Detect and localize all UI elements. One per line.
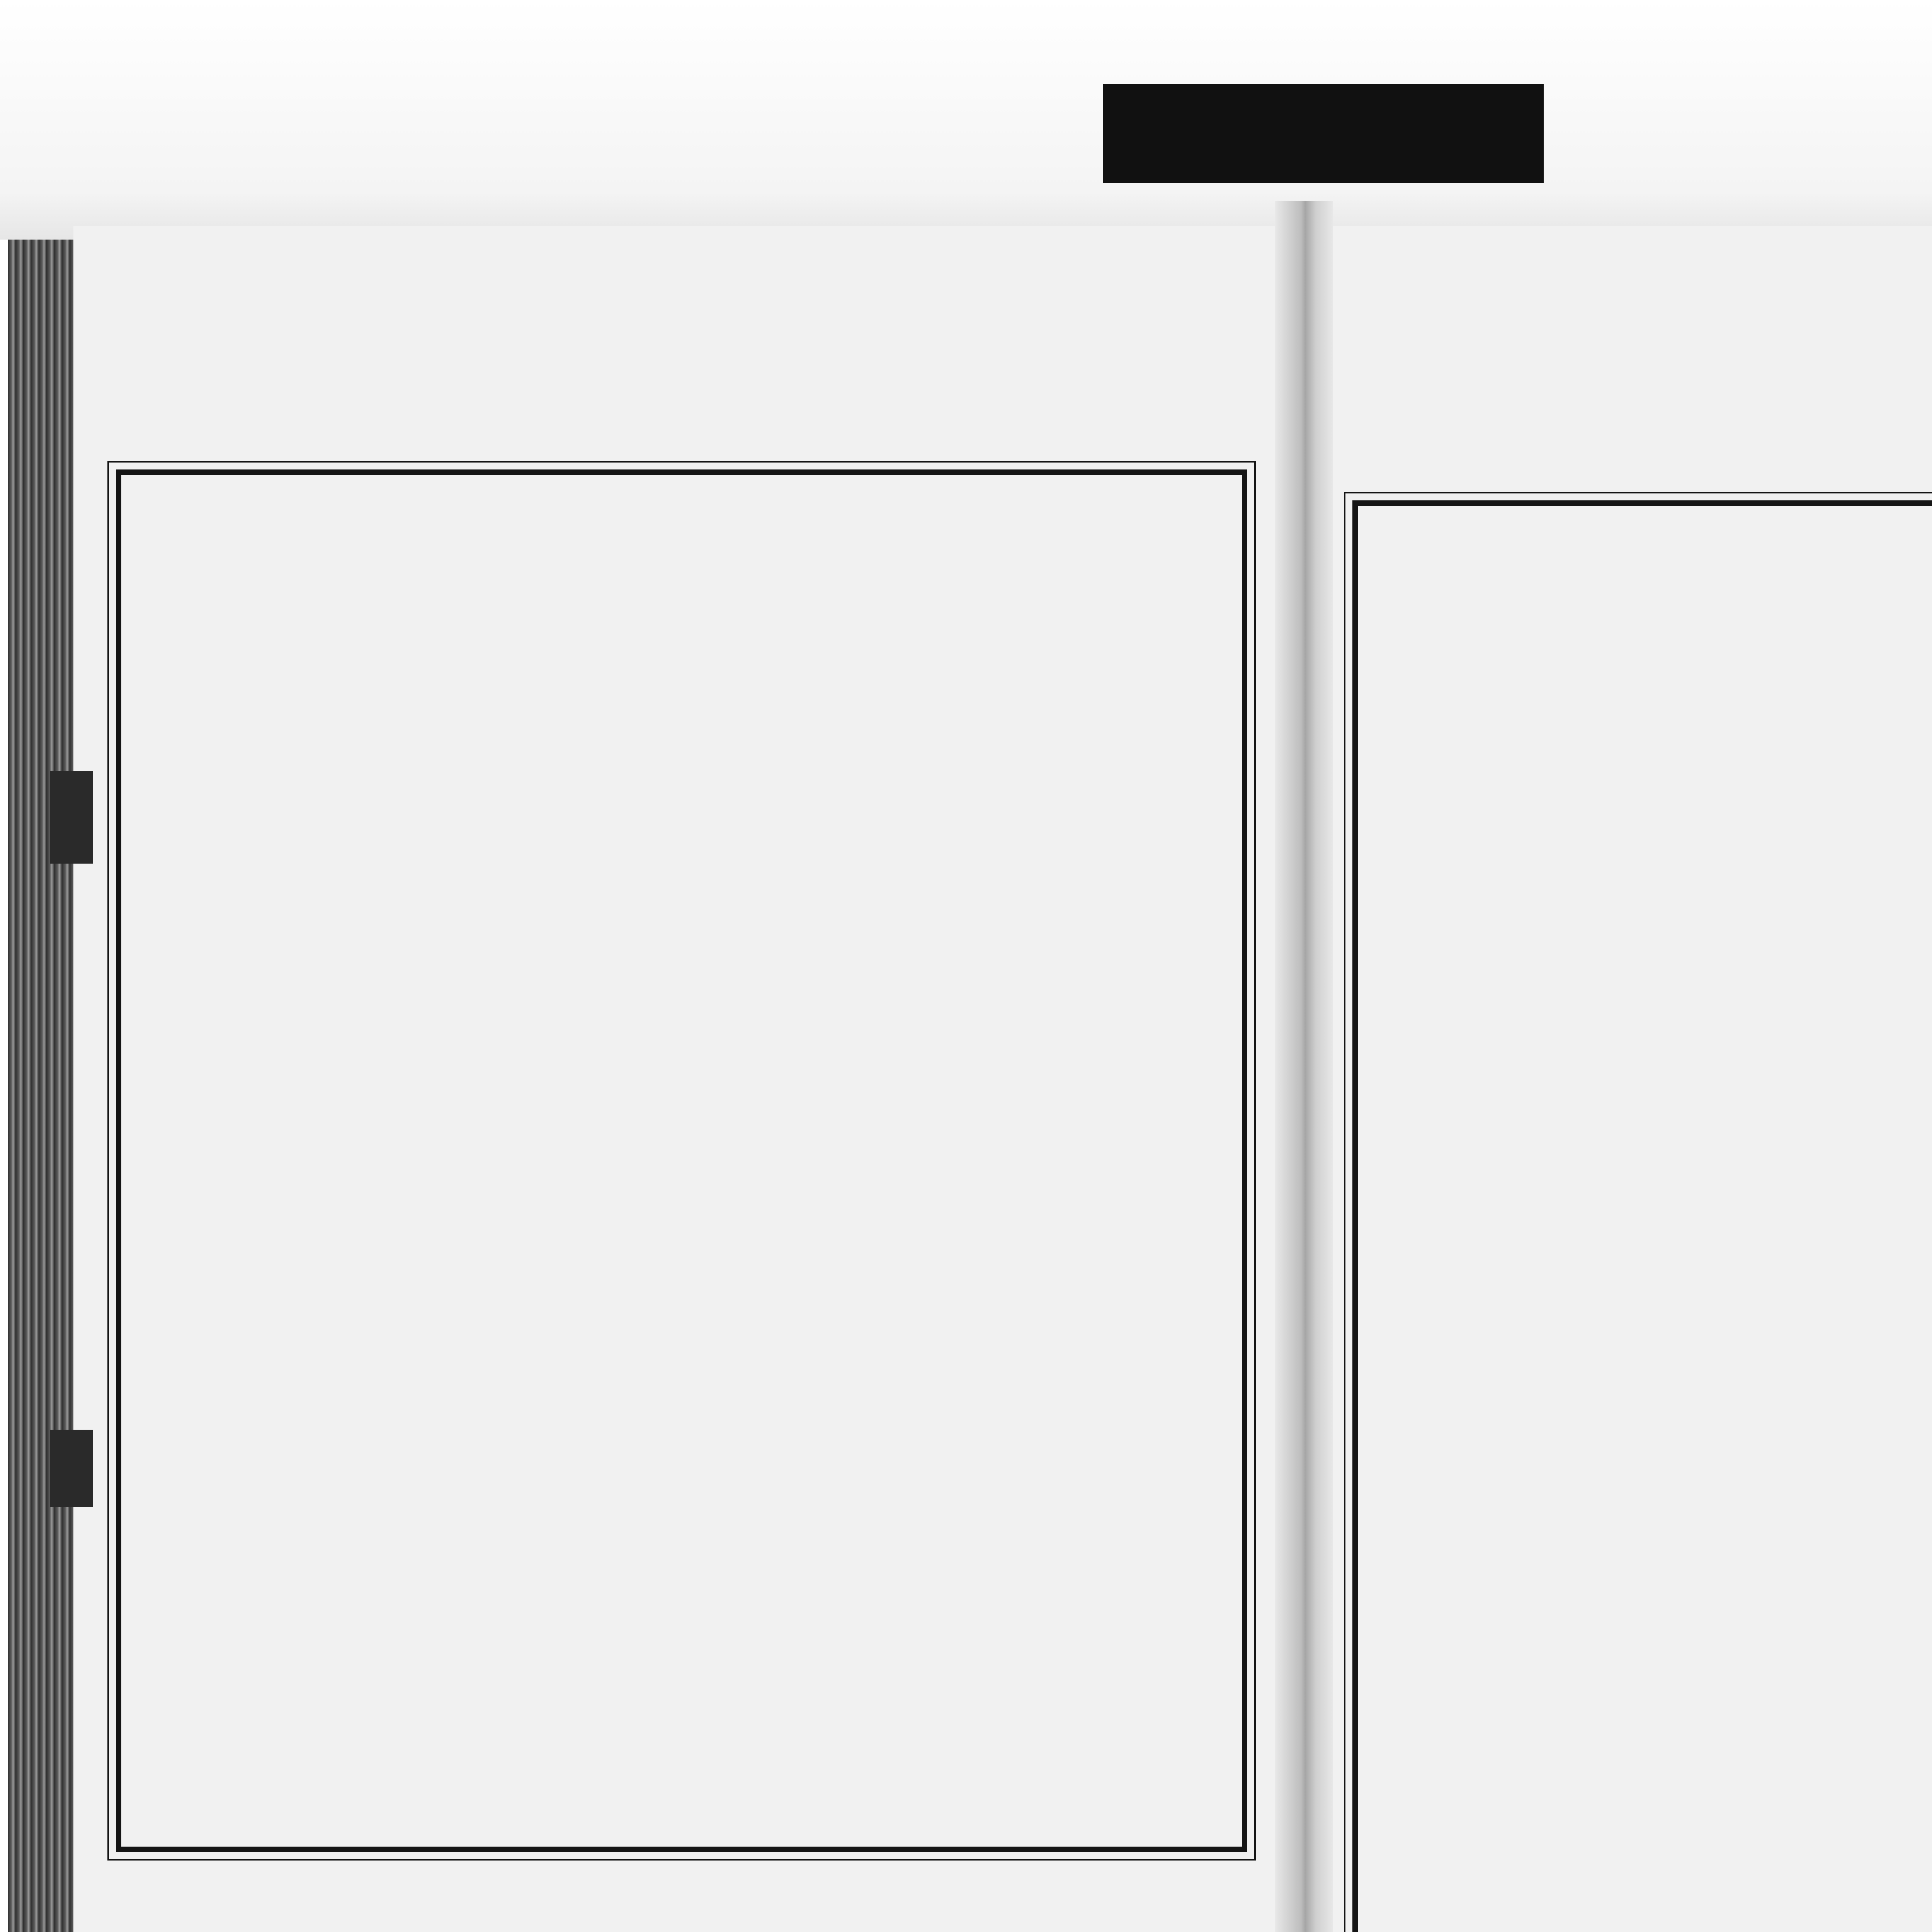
- scan-background: [0, 0, 1932, 240]
- page-edge-marker: [50, 1430, 93, 1507]
- left-page-edges: [8, 240, 73, 1932]
- right-text-frame: [1352, 500, 1932, 1932]
- left-text-frame: [116, 469, 1247, 1852]
- book-gutter: [1275, 201, 1333, 1932]
- page-edge-marker: [50, 771, 93, 864]
- archive-label: [1103, 84, 1544, 183]
